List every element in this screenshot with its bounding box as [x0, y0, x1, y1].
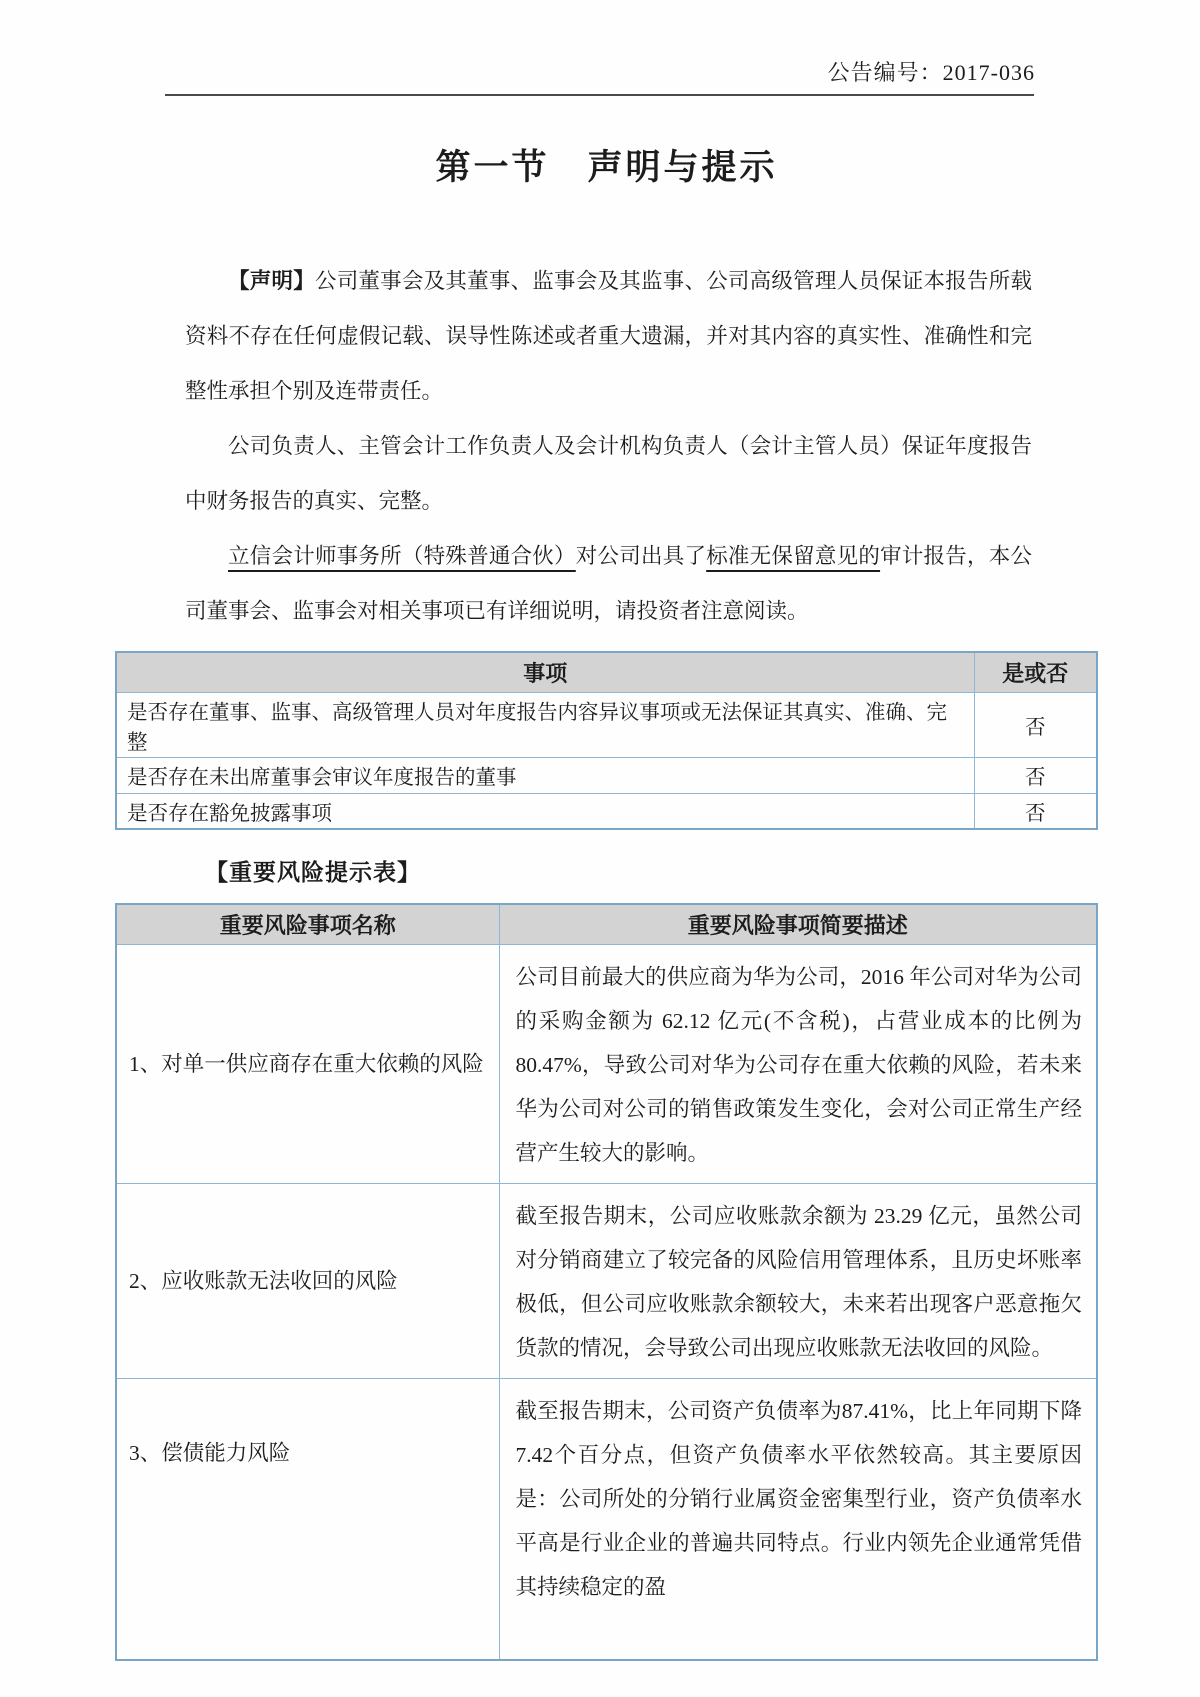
risk-name-cell: 3、偿债能力风险	[116, 1378, 499, 1660]
audit-opinion-underlined: 标准无保留意见的	[706, 544, 881, 568]
declaration-paragraph-2: 公司负责人、主管会计工作负责人及会计机构负责人（会计主管人员）保证年度报告中财务报告的真实、完整。	[185, 434, 1032, 513]
risk-desc-cell: 截至报告期末，公司应收账款余额为 23.29 亿元，虽然公司对分销商建立了较完备的风险信用管理体系，且历史坏账率极低，但公司应收账款余额较大，未来若出现客户恶意拖欠货款的情况，会导致公司出现应收账款无法收回的风险。	[499, 1183, 1097, 1378]
table-row	[116, 1183, 1097, 1378]
table-row	[116, 793, 1097, 829]
answer-cell: 否	[974, 692, 1097, 757]
risk-table-header-row	[116, 904, 1097, 944]
risk-header-desc: 重要风险事项简要描述	[499, 904, 1097, 944]
item-cell: 是否存在未出席董事会审议年度报告的董事	[116, 757, 974, 793]
matters-table	[115, 651, 1098, 830]
page-title: 第一节 声明与提示	[435, 148, 778, 187]
table-row	[116, 757, 1097, 793]
declaration-text-1: 公司董事会及其董事、监事会及其监事、公司高级管理人员保证本报告所载资料不存在任何虚假记载、误导性陈述或者重大遗漏，并对其内容的真实性、准确性和完整性承担个别及连带责任。	[185, 269, 1032, 403]
declaration-paragraph-1	[185, 254, 1032, 419]
risk-header-name: 重要风险事项名称	[116, 904, 499, 944]
answer-cell: 否	[974, 793, 1097, 829]
matters-table-header-row	[116, 652, 1097, 692]
table-row	[116, 1378, 1097, 1660]
risk-desc-cell: 截至报告期末，公司资产负债率为87.41%，比上年同期下降7.42个百分点，但资产负债率水平依然较高。其主要原因是：公司所处的分销行业属资金密集型行业，资产负债率水平高是行业企业的普遍共同特点。行业内领先企业通常凭借其持续稳定的盈	[499, 1378, 1097, 1660]
declaration-label: 【声明】	[228, 269, 315, 293]
declaration-text-3b: 审计报告，本公司董事会、监事会对相关事项已有详细说明，请投资者注意阅读。	[185, 544, 1032, 623]
table-row	[116, 692, 1097, 757]
declaration-block	[185, 254, 1032, 639]
auditor-name-underlined: 立信会计师事务所（特殊普通合伙）	[228, 544, 576, 568]
answer-cell: 否	[974, 757, 1097, 793]
declaration-paragraph-3	[185, 529, 1032, 639]
risk-table-title: 【重要风险提示表】	[205, 859, 421, 885]
declaration-text-3a: 对公司出具了	[575, 544, 707, 568]
risk-table	[115, 903, 1098, 1661]
risk-name-cell: 2、应收账款无法收回的风险	[116, 1183, 499, 1378]
risk-desc-cell: 公司目前最大的供应商为华为公司，2016 年公司对华为公司的采购金额为 62.12 亿元(不含税)，占营业成本的比例为 80.47%，导致公司对华为公司存在重大依赖的风险，若未来华为公司对公司的销售政策发生变化，会对公司正常生产经营产生较大的影响。	[499, 944, 1097, 1183]
matters-header-item: 事项	[116, 652, 974, 692]
table-row	[116, 944, 1097, 1183]
item-cell: 是否存在董事、监事、高级管理人员对年度报告内容异议事项或无法保证其真实、准确、完整	[116, 692, 974, 757]
header-rule	[165, 94, 1034, 96]
doc-number: 公告编号：2017-036	[827, 60, 1035, 85]
item-cell: 是否存在豁免披露事项	[116, 793, 974, 829]
risk-name-cell: 1、对单一供应商存在重大依赖的风险	[116, 944, 499, 1183]
matters-header-answer: 是或否	[974, 652, 1097, 692]
